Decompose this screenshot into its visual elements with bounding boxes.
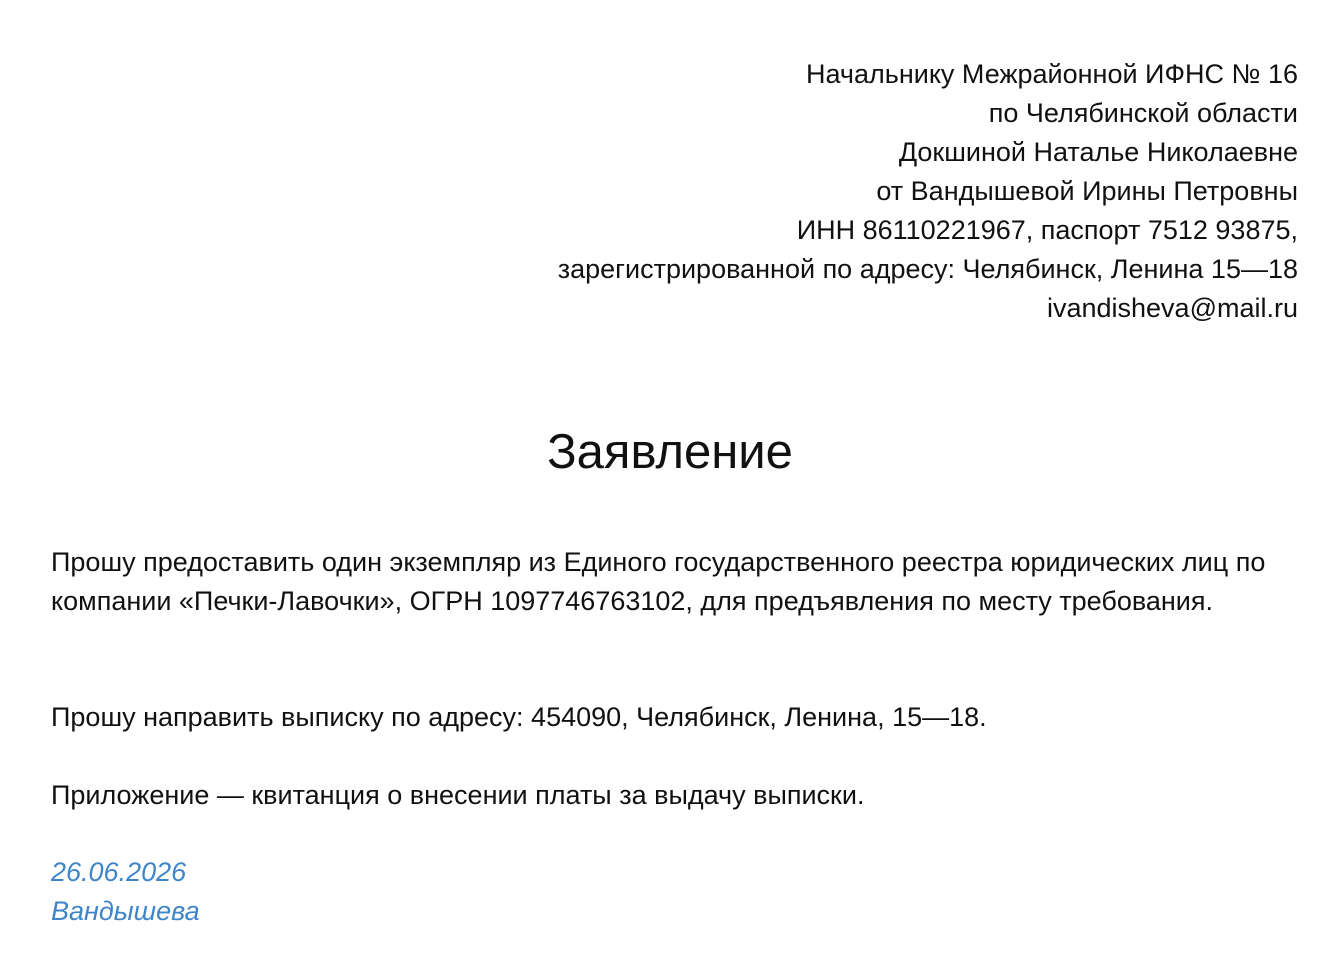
signature-date: 26.06.2026	[51, 857, 187, 887]
sender-line-email: ivandisheva@mail.ru	[1046, 293, 1298, 323]
addressee-block	[398, 55, 1298, 328]
sender-line-address: зарегистрированной по адресу: Челябинск, Ленина 15—18	[557, 254, 1298, 284]
attachment-paragraph: Приложение — квитанция о внесении платы за выдачу выписки.	[51, 780, 865, 810]
sender-line-name: от Вандышевой Ирины Петровны	[876, 176, 1298, 206]
signature-block	[51, 853, 200, 931]
delivery-address-paragraph: Прошу направить выписку по адресу: 454090, Челябинск, Ленина, 15—18.	[51, 702, 987, 732]
sender-line-inn-passport: ИНН 86110221967, паспорт 7512 93875,	[796, 215, 1298, 245]
addressee-line-office: Начальнику Межрайонной ИФНС № 16	[806, 59, 1298, 89]
signature-name: Вандышева	[51, 896, 200, 926]
request-paragraph: Прошу предоставить один экземпляр из Единого государственного реестра юридических лиц по компании «Печки-Лавочки», ОГРН 1097746763102, для предъявления по месту требования.	[51, 547, 1266, 616]
addressee-line-region: по Челябинской области	[988, 98, 1298, 128]
document-title: Заявление	[547, 425, 793, 479]
addressee-line-head-name: Докшиной Наталье Николаевне	[898, 137, 1298, 167]
